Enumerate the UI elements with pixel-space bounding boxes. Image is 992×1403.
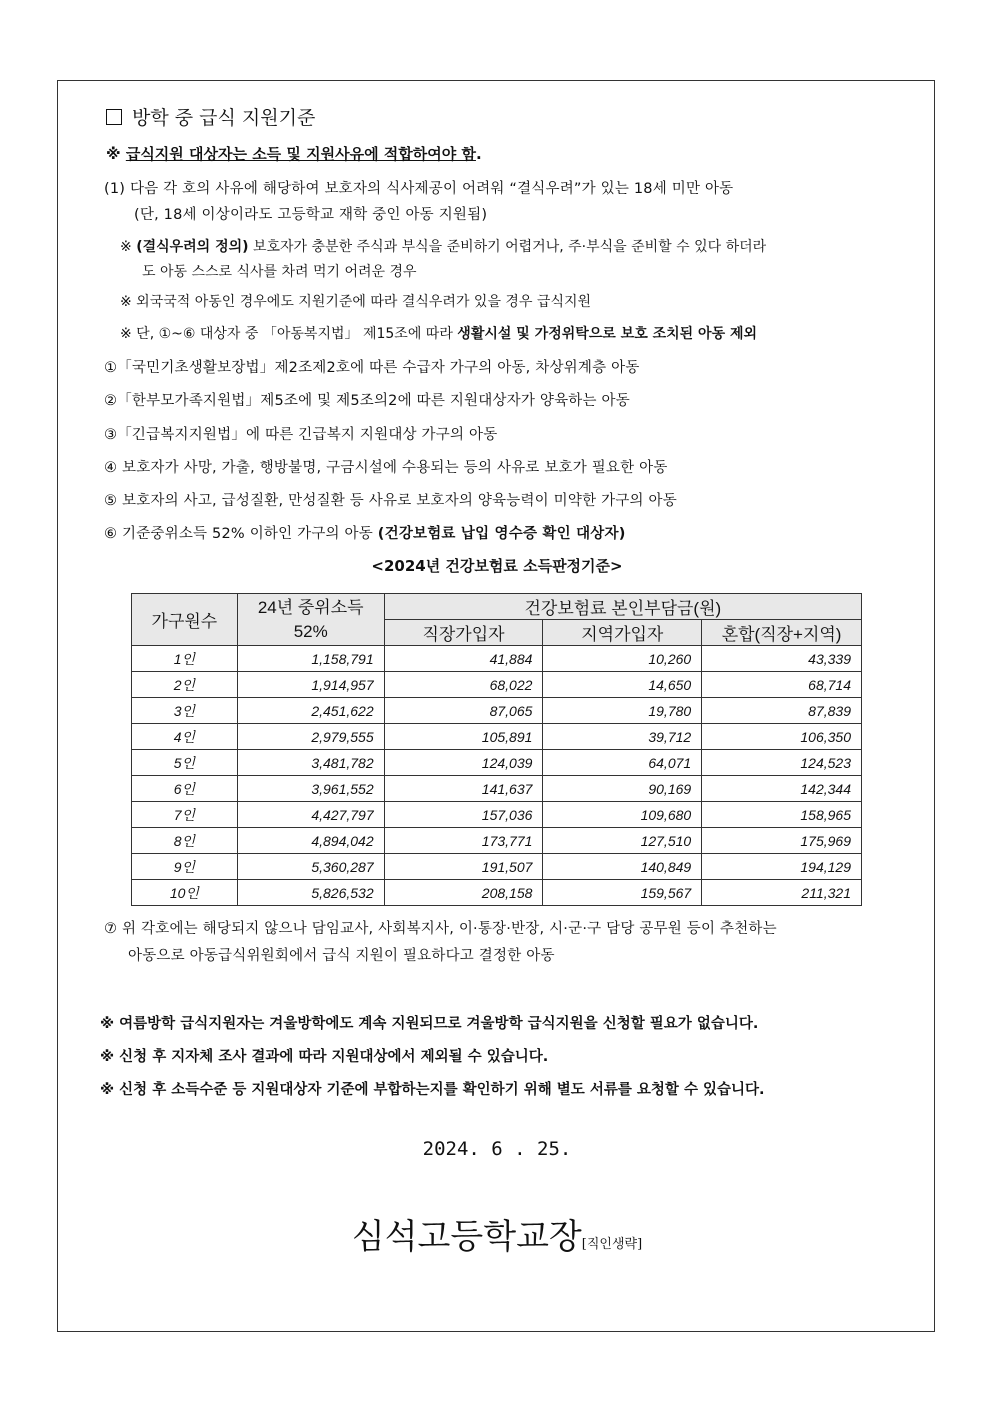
table-row xyxy=(132,698,862,724)
reference-mark: ※ xyxy=(106,145,121,163)
header-median-income xyxy=(237,594,384,646)
checkbox-square-icon xyxy=(106,109,122,125)
cell-regional: 127,510 xyxy=(543,828,702,854)
footer-note-2: ※ 신청 후 지자체 조사 결과에 따라 지원대상에서 제외될 수 있습니다. xyxy=(100,1049,549,1065)
footer-note-3: ※ 신청 후 소득수준 등 지원대상자 기준에 부합하는지를 확인하기 위해 별도 서류를 요청할 수 있습니다. xyxy=(100,1082,765,1098)
cell-mixed: 211,321 xyxy=(702,880,862,906)
note-definition-text: 보호자가 충분한 주식과 부식을 준비하기 어렵거나, 주·부식을 준비할 수 있다 하더라 xyxy=(248,239,767,255)
table-row xyxy=(132,802,862,828)
cell-household: 9인 xyxy=(132,854,238,880)
table-row xyxy=(132,776,862,802)
note-definition-line1 xyxy=(120,236,766,256)
cell-mixed: 158,965 xyxy=(702,802,862,828)
cell-income: 3,961,552 xyxy=(237,776,384,802)
cell-regional: 109,680 xyxy=(543,802,702,828)
cell-employee: 41,884 xyxy=(384,646,543,672)
cell-household: 1인 xyxy=(132,646,238,672)
cell-mixed: 124,523 xyxy=(702,750,862,776)
header-household: 가구원수 xyxy=(132,594,238,646)
cell-mixed: 106,350 xyxy=(702,724,862,750)
cell-regional: 90,169 xyxy=(543,776,702,802)
cell-household: 10인 xyxy=(132,880,238,906)
cell-household: 3인 xyxy=(132,698,238,724)
cell-household: 2인 xyxy=(132,672,238,698)
document-frame xyxy=(57,80,935,1332)
criterion-6-bold: (건강보험료 납입 영수증 확인 대상자) xyxy=(377,526,626,542)
cell-employee: 208,158 xyxy=(384,880,543,906)
cell-household: 4인 xyxy=(132,724,238,750)
table-row xyxy=(132,854,862,880)
criterion-1: ①「국민기초생활보장법」제2조제2호에 따른 수급자 가구의 아동, 차상위계층 아동 xyxy=(104,360,640,376)
note-definition-line2: 도 아동 스스로 식사를 차려 먹기 어려운 경우 xyxy=(142,264,417,280)
cell-regional: 10,260 xyxy=(543,646,702,672)
note-exclusion-text: ※ 단, ①~⑥ 대상자 중 「아동복지법」 제15조에 따라 xyxy=(120,326,458,342)
cell-mixed: 142,344 xyxy=(702,776,862,802)
note-exclusion xyxy=(120,323,757,343)
cell-income: 1,158,791 xyxy=(237,646,384,672)
cell-employee: 68,022 xyxy=(384,672,543,698)
cell-income: 5,360,287 xyxy=(237,854,384,880)
criterion-4: ④ 보호자가 사망, 가출, 행방불명, 구금시설에 수용되는 등의 사유로 보호가 필요한 아동 xyxy=(104,460,668,476)
criterion-2: ②「한부모가족지원법」제5조에 및 제5조의2에 따른 지원대상자가 양육하는 아동 xyxy=(104,393,630,409)
signature-block xyxy=(58,1209,936,1258)
header-median-income-line2: 52% xyxy=(293,621,328,641)
cell-regional: 19,780 xyxy=(543,698,702,724)
cell-employee: 191,507 xyxy=(384,854,543,880)
criterion-7-line1: ⑦ 위 각호에는 해당되지 않으나 담임교사, 사회복지사, 이·통장·반장, 시·군·구 담당 공무원 등이 추천하는 xyxy=(104,921,777,937)
cell-household: 7인 xyxy=(132,802,238,828)
note-exclusion-bold: 생활시설 및 가정위탁으로 보호 조치된 아동 제외 xyxy=(457,326,758,342)
cell-regional: 39,712 xyxy=(543,724,702,750)
eligibility-notice xyxy=(106,143,482,164)
cell-mixed: 194,129 xyxy=(702,854,862,880)
footer-note-1: ※ 여름방학 급식지원자는 겨울방학에도 계속 지원되므로 겨울방학 급식지원을 신청할 필요가 없습니다. xyxy=(100,1016,759,1032)
cell-household: 6인 xyxy=(132,776,238,802)
cell-mixed: 68,714 xyxy=(702,672,862,698)
eligibility-notice-text: 급식지원 대상자는 소득 및 지원사유에 적합하여야 함 xyxy=(125,145,476,163)
cell-household: 8인 xyxy=(132,828,238,854)
signer-name: 심석고등학교장 xyxy=(351,1217,582,1257)
table-row xyxy=(132,724,862,750)
notice-period: . xyxy=(475,145,482,163)
cell-mixed: 175,969 xyxy=(702,828,862,854)
criterion-5: ⑤ 보호자의 사고, 급성질환, 만성질환 등 사유로 보호자의 양육능력이 미약한 가구의 아동 xyxy=(104,493,677,509)
cell-employee: 124,039 xyxy=(384,750,543,776)
cell-regional: 64,071 xyxy=(543,750,702,776)
table-row xyxy=(132,828,862,854)
cell-income: 1,914,957 xyxy=(237,672,384,698)
income-criteria-table xyxy=(131,593,862,906)
cell-income: 4,427,797 xyxy=(237,802,384,828)
cell-employee: 173,771 xyxy=(384,828,543,854)
document-title-text: 방학 중 급식 지원기준 xyxy=(132,107,316,129)
table-row xyxy=(132,750,862,776)
table-row xyxy=(132,672,862,698)
issue-date: 2024. 6 . 25. xyxy=(422,1138,572,1160)
header-premium: 건강보험료 본인부담금(원) xyxy=(384,594,861,620)
cell-regional: 159,567 xyxy=(543,880,702,906)
criterion-6-text: ⑥ 기준중위소득 52% 이하인 가구의 아동 xyxy=(104,526,378,542)
table-caption: <2024년 건강보험료 소득판정기준> xyxy=(371,557,623,575)
cell-employee: 105,891 xyxy=(384,724,543,750)
cell-income: 2,451,622 xyxy=(237,698,384,724)
cell-income: 3,481,782 xyxy=(237,750,384,776)
table-row xyxy=(132,880,862,906)
criterion-7-line2: 아동으로 아동급식위원회에서 급식 지원이 필요하다고 결정한 아동 xyxy=(128,948,555,964)
cell-regional: 14,650 xyxy=(543,672,702,698)
cell-income: 2,979,555 xyxy=(237,724,384,750)
cell-income: 5,826,532 xyxy=(237,880,384,906)
header-employee: 직장가입자 xyxy=(384,620,543,646)
table-row xyxy=(132,646,862,672)
cell-mixed: 43,339 xyxy=(702,646,862,672)
note-definition-label: (결식우려의 정의) xyxy=(136,239,249,255)
cell-income: 4,894,042 xyxy=(237,828,384,854)
header-median-income-line1: 24년 중위소득 xyxy=(257,597,364,617)
cell-employee: 157,036 xyxy=(384,802,543,828)
note-foreign: ※ 외국국적 아동인 경우에도 지원기준에 따라 결식우려가 있을 경우 급식지원 xyxy=(120,294,592,310)
cell-employee: 141,637 xyxy=(384,776,543,802)
note-definition-mark: ※ xyxy=(120,239,137,255)
item1-line1: (1) 다음 각 호의 사유에 해당하여 보호자의 식사제공이 어려워 “결식우려”가 있는 18세 미만 아동 xyxy=(104,181,734,197)
document-title xyxy=(106,103,315,130)
header-regional: 지역가입자 xyxy=(543,620,702,646)
cell-mixed: 87,839 xyxy=(702,698,862,724)
criterion-6 xyxy=(104,522,626,543)
header-mixed: 혼합(직장+지역) xyxy=(702,620,862,646)
item1-line2: (단, 18세 이상이라도 고등학교 재학 중인 아동 지원됨) xyxy=(134,207,488,223)
cell-household: 5인 xyxy=(132,750,238,776)
cell-employee: 87,065 xyxy=(384,698,543,724)
criterion-3: ③「긴급복지지원법」에 따른 긴급복지 지원대상 가구의 아동 xyxy=(104,427,498,443)
cell-regional: 140,849 xyxy=(543,854,702,880)
seal-note: [직인생략] xyxy=(581,1237,643,1252)
